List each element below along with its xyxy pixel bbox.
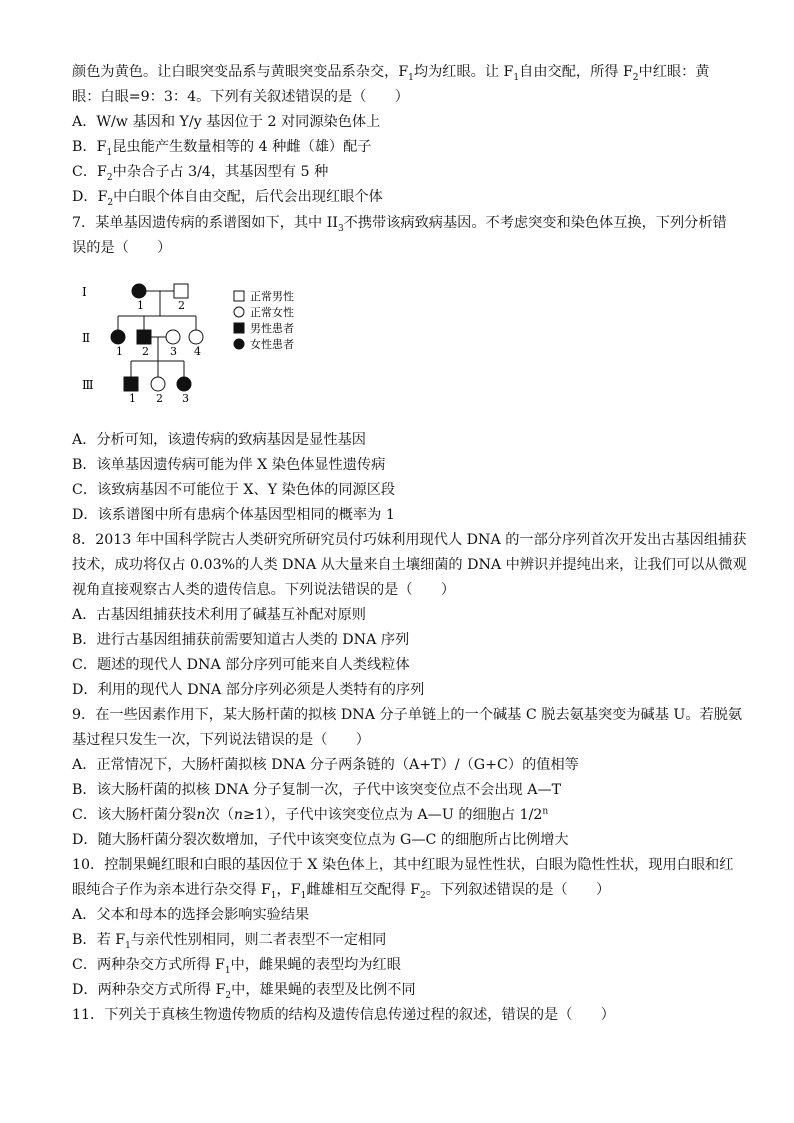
q6-option-c (72, 162, 328, 182)
q10-option-d (72, 980, 416, 1000)
q6-stem-line2: 眼：白眼=9：3：4。下列有关叙述错误的是（ ） (72, 89, 409, 105)
individual-number: 2 (156, 392, 163, 405)
pedigree-normal-female-III2 (151, 377, 165, 391)
individual-number: 3 (182, 392, 189, 405)
subscript: 2 (107, 197, 114, 208)
legend-label: 正常女性 (250, 306, 294, 319)
individual-number: 4 (194, 345, 201, 358)
generation-label: Ⅱ (82, 331, 91, 345)
variable-n: n (233, 807, 244, 823)
option-text: ≥1），子代中该突变位点为 A—U 的细胞占 1/2 (243, 807, 543, 823)
q6-text: 中红眼：黄 (638, 64, 710, 80)
option-text: C．F (72, 164, 107, 180)
individual-number: 2 (178, 299, 185, 312)
option-text: 中白眼个体自由交配，后代会出现红眼个体 (113, 189, 383, 205)
pedigree-affected-female-I1 (132, 284, 146, 298)
q7-option-b: B．该单基因遗传病可能为伴 X 染色体显性遗传病 (72, 457, 386, 473)
subscript: 1 (300, 890, 307, 901)
subscript: 1 (513, 72, 520, 83)
legend-normal-female-icon (234, 307, 244, 317)
option-text: 与亲代性别相同，则二者表型不一定相同 (130, 932, 387, 948)
subscript: 2 (632, 72, 639, 83)
q6-option-d (72, 187, 383, 207)
q6-option-a: A．W/w 基因和 Y/y 基因位于 2 对同源染色体上 (72, 114, 381, 130)
q6-text: 均为红眼。让 F (413, 64, 514, 80)
pedigree-affected-female-II1 (111, 330, 125, 344)
q7-text: 7．某单基因遗传病的系谱图如下，其中 II (72, 215, 338, 231)
option-text: 中，雄果蝇的表型及比例不同 (231, 982, 416, 998)
option-text: B．F (72, 139, 107, 155)
subscript: 1 (270, 890, 277, 901)
subscript: 2 (419, 890, 426, 901)
legend-affected-female-icon (234, 339, 244, 349)
option-text: C．两种杂交方式所得 F (72, 957, 225, 973)
pedigree-normal-female-II4 (189, 330, 203, 344)
option-text: B．若 F (72, 932, 126, 948)
q10-text: ，F (276, 882, 301, 898)
subscript: 2 (225, 990, 232, 1001)
individual-number: 1 (129, 392, 136, 405)
q8-stem-line2: 技术，成功将仅占 0.03%的人类 DNA 从大量来自土壤细菌的 DNA 中辨识并提纯出来，让我们可以从微观 (72, 557, 747, 573)
q7-text: 不携带该病致病基因。不考虑突变和染色体互换，下列分析错 (343, 215, 727, 231)
variable-n: n (196, 807, 206, 823)
individual-number: 1 (116, 345, 123, 358)
q7-stem-line1 (72, 213, 727, 233)
option-text: C．该大肠杆菌分裂 (72, 807, 197, 823)
q10-option-b (72, 930, 386, 950)
q6-text: 颜色为黄色。让白眼突变品系与黄眼突变品系杂交，F (72, 64, 409, 80)
q11-stem-line1: 11．下列关于真核生物遗传物质的结构及遗传信息传递过程的叙述，错误的是（ ） (72, 1007, 615, 1023)
individual-number: 2 (142, 345, 149, 358)
q6-option-b (72, 137, 371, 157)
q10-option-a: A．父本和母本的选择会影响实验结果 (72, 907, 310, 923)
option-text: 中，雌果蝇的表型均为红眼 (230, 957, 401, 973)
legend-normal-male-icon (234, 291, 244, 301)
q7-stem-line2: 误的是（ ） (72, 240, 172, 256)
subscript: 1 (224, 965, 231, 976)
q9-option-a: A．正常情况下，大肠杆菌拟核 DNA 分子两条链的（A+T）/（G+C）的值相等 (72, 757, 579, 773)
q8-option-a: A．古基因组捕获技术利用了碱基互补配对原则 (72, 607, 366, 623)
q7-option-a: A．分析可知，该遗传病的致病基因是显性基因 (72, 432, 366, 448)
legend-affected-male-icon (234, 323, 244, 333)
subscript: 1 (125, 940, 131, 951)
q8-stem-line1: 8．2013 年中国科学院古人类研究所研究员付巧妹利用现代人 DNA 的一部分序列首次开发出古基因组捕获 (72, 532, 747, 548)
subscript: 1 (106, 147, 113, 158)
subscript: 3 (337, 223, 344, 234)
individual-number: 3 (170, 345, 177, 358)
generation-label: I (82, 285, 87, 299)
q10-stem-line2 (72, 880, 610, 900)
pedigree-affected-male-III1 (124, 377, 138, 391)
subscript: 1 (408, 72, 414, 83)
pedigree-affected-female-III3 (177, 377, 191, 391)
q8-option-b: B．进行古基因组捕获前需要知道古人类的 DNA 序列 (72, 632, 410, 648)
pedigree-diagram (70, 276, 350, 416)
individual-number: 1 (137, 299, 144, 312)
q8-option-d: D．利用的现代人 DNA 部分序列必须是人类特有的序列 (72, 682, 425, 698)
q10-text: 雌雄相互交配得 F (306, 882, 420, 898)
legend-label: 男性患者 (250, 322, 294, 335)
q7-option-c: C．该致病基因不可能位于 X、Y 染色体的同源区段 (72, 482, 396, 498)
pedigree-affected-male-II2 (137, 330, 151, 344)
q10-option-c (72, 955, 401, 975)
q9-stem-line1: 9．在一些因素作用下，某大肠杆菌的拟核 DNA 分子单链上的一个碱基 C 脱去氨基突变为碱基 U。若脱氨 (72, 707, 743, 723)
generation-label: Ⅲ (82, 378, 94, 392)
q10-text: 。下列叙述错误的是（ ） (425, 882, 611, 898)
option-text: D．两种杂交方式所得 F (72, 982, 226, 998)
q7-option-d: D．该系谱图中所有患病个体基因型相同的概率为 1 (72, 507, 395, 523)
subscript: 2 (106, 172, 113, 183)
legend-label: 正常男性 (250, 290, 294, 303)
q9-option-c (72, 805, 548, 825)
option-text: 次（ (205, 807, 234, 823)
q6-text: 自由交配，所得 F (519, 64, 633, 80)
option-text: D．F (72, 189, 108, 205)
q10-stem-line1: 10．控制果蝇红眼和白眼的基因位于 X 染色体上，其中红眼为显性性状，白眼为隐性性状，现用白眼和红 (72, 857, 734, 873)
option-text: 昆虫能产生数量相等的 4 种雌（雄）配子 (112, 139, 372, 155)
q6-stem-line1 (72, 62, 709, 82)
legend-label: 女性患者 (250, 338, 294, 351)
q9-stem-line2: 基过程只发生一次，下列说法错误的是（ ） (72, 732, 370, 748)
option-text: 中杂合子占 3/4，其基因型有 5 种 (112, 164, 329, 180)
q9-option-d: D．随大肠杆菌分裂次数增加，子代中该突变位点为 G—C 的细胞所占比例增大 (72, 832, 569, 848)
q8-option-c: C．题述的现代人 DNA 部分序列可能来自人类线粒体 (72, 657, 410, 673)
q9-option-b: B．该大肠杆菌的拟核 DNA 分子复制一次，子代中该突变位点不会出现 A—T (72, 782, 562, 798)
superscript: n (542, 806, 549, 817)
pedigree-normal-male-I2 (174, 284, 188, 298)
q10-text: 眼纯合子作为亲本进行杂交得 F (72, 882, 271, 898)
pedigree-normal-female-II3 (166, 330, 180, 344)
q8-stem-line3: 视角直接观察古人类的遗传信息。下列说法错误的是（ ） (72, 582, 456, 598)
